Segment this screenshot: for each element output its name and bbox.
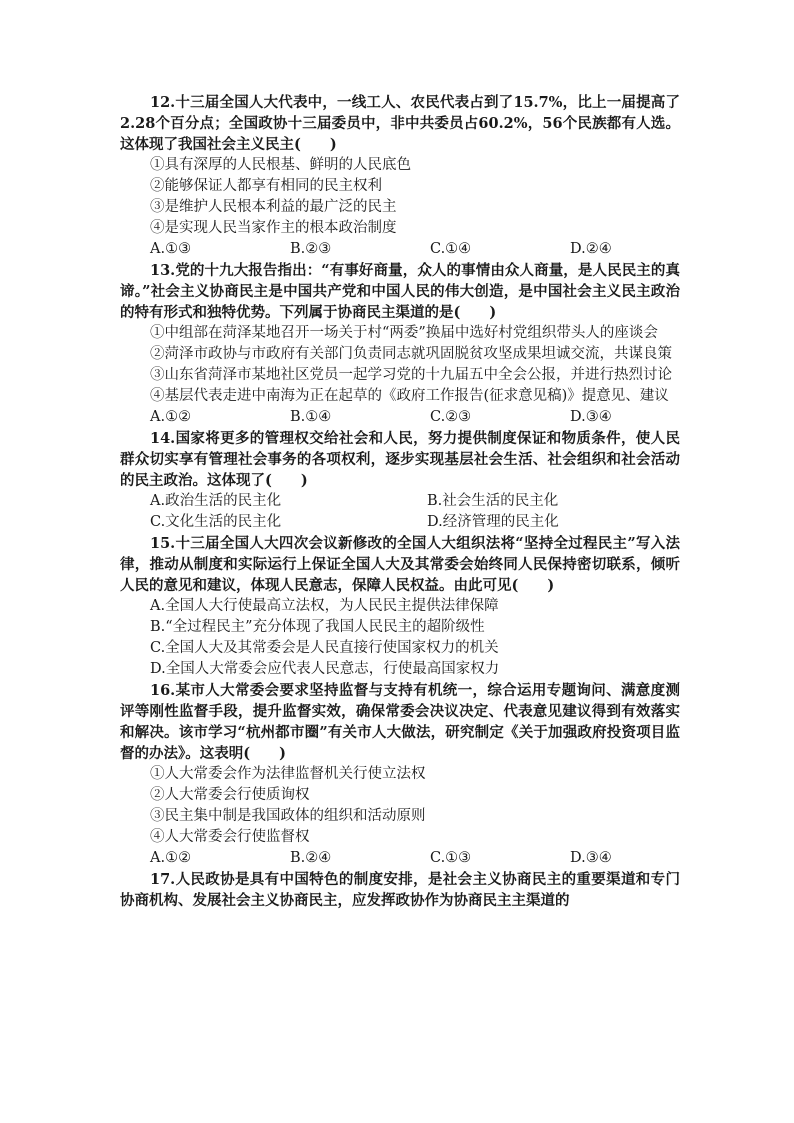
question-16-statement-2: ②人大常委会行使质询权 [150,787,310,803]
option-a[interactable]: A.①② [150,850,192,866]
question-14-options-row-1 [120,491,680,512]
question-15-option-a[interactable]: A.全国人大行使最高立法权，为人民民主提供法律保障 [150,598,499,614]
option-b[interactable]: B.②④ [290,850,332,866]
option-a[interactable]: A.①③ [150,241,192,257]
question-15-stem: 15.十三届全国人大四次会议新修改的全国人大组织法将“坚持全过程民主”写入法律，推动从制度和实际运行上保证全国人大及其常委会始终同人民保持密切联系，倾听人民的意见和建议，体现人民意志，保障人民权益。由此可见( ) [120,535,680,594]
question-16-options [120,848,680,869]
option-d[interactable]: D.③④ [570,850,612,866]
question-12-options [120,239,680,260]
option-c[interactable]: C.文化生活的民主化 [150,514,282,530]
question-15-option-b[interactable]: B.“全过程民主”充分体现了我国人民民主的超阶级性 [150,619,485,635]
question-15-option-d[interactable]: D.全国人大常委会应代表人民意志，行使最高国家权力 [150,661,500,677]
question-12-statement-2: ②能够保证人都享有相同的民主权利 [150,178,382,194]
question-12-stem: 12.十三届全国人大代表中，一线工人、农民代表占到了15.7%，比上一届提高了2.28个百分点；全国政协十三届委员中，非中共委员占60.2%，56个民族都有人选。这体现了我国社会主义民主( ) [120,94,680,153]
question-12-statement-4: ④是实现人民当家作主的根本政治制度 [150,220,397,236]
question-17-stem: 17.人民政协是具有中国特色的制度安排，是社会主义协商民主的重要渠道和专门协商机构、发展社会主义协商民主，应发挥政协作为协商民主主渠道的 [120,871,680,909]
question-13-statement-3: ③山东省菏泽市某地社区党员一起学习党的十九届五中全会公报，并进行热烈讨论 [150,367,672,383]
question-13-options [120,407,680,428]
option-c[interactable]: C.①④ [430,241,472,257]
option-c[interactable]: C.①③ [430,850,472,866]
question-13-stem: 13.党的十九大报告指出：“有事好商量，众人的事情由众人商量，是人民民主的真谛。”社会主义协商民主是中国共产党和中国人民的伟大创造，是中国社会主义民主政治的特有形式和独特优势。下列属于协商民主渠道的是( ) [120,262,680,321]
option-d[interactable]: D.经济管理的民主化 [427,514,559,530]
question-16-statement-1: ①人大常委会作为法律监督机关行使立法权 [150,766,426,782]
question-16-statement-4: ④人大常委会行使监督权 [150,829,310,845]
question-13-statement-1: ①中组部在菏泽某地召开一场关于村“两委”换届中选好村党组织带头人的座谈会 [150,325,658,341]
question-12-statement-3: ③是维护人民根本利益的最广泛的民主 [150,199,397,215]
question-14-options-row-2 [120,512,680,533]
option-d[interactable]: D.②④ [570,241,612,257]
option-b[interactable]: B.②③ [290,241,332,257]
option-a[interactable]: A.①② [150,409,192,425]
option-b[interactable]: B.①④ [290,409,332,425]
exam-page [120,92,680,911]
option-c[interactable]: C.②③ [430,409,472,425]
option-d[interactable]: D.③④ [570,409,612,425]
question-12-statement-1: ①具有深厚的人民根基、鲜明的人民底色 [150,157,411,173]
question-14-stem: 14.国家将更多的管理权交给社会和人民，努力提供制度保证和物质条件，使人民群众切实享有管理社会事务的各项权利，逐步实现基层社会生活、社会组织和社会活动的民主政治。这体现了( ) [120,430,680,489]
option-b[interactable]: B.社会生活的民主化 [427,493,559,509]
question-13-statement-2: ②菏泽市政协与市政府有关部门负责同志就巩固脱贫攻坚成果坦诚交流，共谋良策 [150,346,672,362]
question-16-statement-3: ③民主集中制是我国政体的组织和活动原则 [150,808,426,824]
option-a[interactable]: A.政治生活的民主化 [150,493,282,509]
question-16-stem: 16.某市人大常委会要求坚持监督与支持有机统一，综合运用专题询问、满意度测评等刚性监督手段，提升监督实效，确保常委会决议决定、代表意见建议得到有效落实和解决。该市学习“杭州都市圈”有关市人大做法，研究制定《关于加强政府投资项目监督的办法》。这表明( ) [120,682,680,762]
question-15-option-c[interactable]: C.全国人大及其常委会是人民直接行使国家权力的机关 [150,640,499,656]
question-13-statement-4: ④基层代表走进中南海为正在起草的《政府工作报告(征求意见稿)》提意见、建议 [150,388,669,404]
